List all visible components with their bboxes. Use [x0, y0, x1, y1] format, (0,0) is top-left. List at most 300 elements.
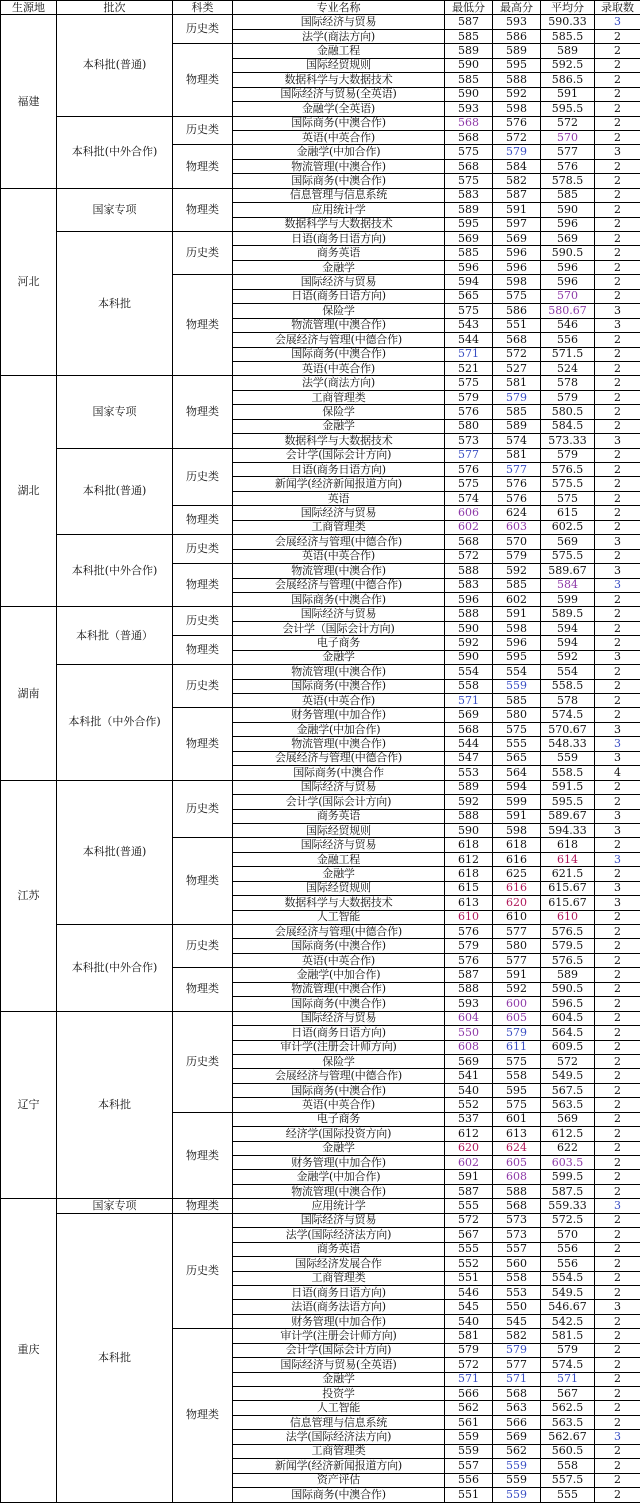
major-name-cell: 法学(国际经济法方向): [233, 1430, 445, 1444]
min-score-cell: 553: [445, 766, 493, 780]
max-score-cell: 600: [493, 997, 541, 1011]
avg-score-cell: 590.5: [541, 246, 595, 260]
max-score-cell: 585: [493, 405, 541, 419]
admitted-count-cell: 2: [595, 463, 640, 477]
min-score-cell: 604: [445, 1011, 493, 1025]
major-name-cell: 金融学(中加合作): [233, 1170, 445, 1184]
major-name-cell: 金融学: [233, 260, 445, 274]
admitted-count-cell: 3: [595, 722, 640, 736]
admitted-count-cell: 2: [595, 1141, 640, 1155]
major-name-cell: 国际经济与贸易: [233, 1011, 445, 1025]
major-name-cell: 英语(中英合作): [233, 1098, 445, 1112]
max-score-cell: 585: [493, 694, 541, 708]
max-score-cell: 618: [493, 838, 541, 852]
major-name-cell: 英语: [233, 491, 445, 505]
admitted-count-cell: 3: [595, 823, 640, 837]
major-name-cell: 日语(商务日语方向): [233, 1026, 445, 1040]
min-score-cell: 580: [445, 419, 493, 433]
min-score-cell: 579: [445, 1343, 493, 1357]
category-cell: 历史类: [173, 1011, 233, 1112]
admitted-count-cell: 2: [595, 838, 640, 852]
major-name-cell: 金融学(全英语): [233, 102, 445, 116]
max-score-cell: 562: [493, 1444, 541, 1458]
avg-score-cell: 589: [541, 968, 595, 982]
major-name-cell: 财务管理(中加合作): [233, 708, 445, 722]
major-name-cell: 物流管理(中澳合作): [233, 318, 445, 332]
max-score-cell: 568: [493, 1387, 541, 1401]
admitted-count-cell: 2: [595, 232, 640, 246]
admitted-count-cell: 2: [595, 217, 640, 231]
admitted-count-cell: 3: [595, 564, 640, 578]
max-score-cell: 559: [493, 1488, 541, 1502]
admitted-count-cell: 2: [595, 188, 640, 202]
admitted-count-cell: 2: [595, 203, 640, 217]
admitted-count-cell: 3: [595, 881, 640, 895]
header-admitted-count: 录取数: [595, 1, 640, 15]
min-score-cell: 618: [445, 867, 493, 881]
min-score-cell: 576: [445, 953, 493, 967]
major-name-cell: 新闻学(经济新闻报道方向): [233, 1459, 445, 1473]
admitted-count-cell: 2: [595, 376, 640, 390]
admitted-count-cell: 3: [595, 809, 640, 823]
major-name-cell: 日语(商务日语方向): [233, 463, 445, 477]
avg-score-cell: 557.5: [541, 1473, 595, 1487]
major-name-cell: 物流管理(中澳合作): [233, 159, 445, 173]
avg-score-cell: 604.5: [541, 1011, 595, 1025]
max-score-cell: 577: [493, 953, 541, 967]
avg-score-cell: 562.5: [541, 1401, 595, 1415]
min-score-cell: 596: [445, 592, 493, 606]
admitted-count-cell: 3: [595, 535, 640, 549]
table-row: [1, 1011, 640, 1025]
min-score-cell: 540: [445, 1083, 493, 1097]
admitted-count-cell: 2: [595, 246, 640, 260]
major-name-cell: 会计学(国际会计方向): [233, 448, 445, 462]
min-score-cell: 589: [445, 203, 493, 217]
min-score-cell: 575: [445, 174, 493, 188]
max-score-cell: 573: [493, 1213, 541, 1227]
max-score-cell: 554: [493, 665, 541, 679]
min-score-cell: 521: [445, 361, 493, 375]
admitted-count-cell: 2: [595, 939, 640, 953]
min-score-cell: 593: [445, 997, 493, 1011]
admitted-count-cell: 2: [595, 1343, 640, 1357]
admitted-count-cell: 3: [595, 145, 640, 159]
region-cell: 湖北: [1, 376, 57, 607]
max-score-cell: 572: [493, 130, 541, 144]
min-score-cell: 540: [445, 1314, 493, 1328]
major-name-cell: 金融学: [233, 1141, 445, 1155]
max-score-cell: 579: [493, 1343, 541, 1357]
header-major: 专业名称: [233, 1, 445, 15]
admitted-count-cell: 2: [595, 1156, 640, 1170]
category-cell: 历史类: [173, 1213, 233, 1329]
avg-score-cell: 602.5: [541, 520, 595, 534]
admitted-count-cell: 2: [595, 1459, 640, 1473]
max-score-cell: 605: [493, 1011, 541, 1025]
avg-score-cell: 556: [541, 1257, 595, 1271]
min-score-cell: 590: [445, 621, 493, 635]
admitted-count-cell: 2: [595, 405, 640, 419]
category-cell: 物理类: [173, 564, 233, 607]
admitted-count-cell: 3: [595, 737, 640, 751]
max-score-cell: 582: [493, 1329, 541, 1343]
major-name-cell: 国际商务(中澳合作): [233, 1488, 445, 1502]
min-score-cell: 594: [445, 275, 493, 289]
avg-score-cell: 590: [541, 203, 595, 217]
avg-score-cell: 546.67: [541, 1300, 595, 1314]
avg-score-cell: 592: [541, 650, 595, 664]
major-name-cell: 金融学: [233, 650, 445, 664]
avg-score-cell: 576.5: [541, 953, 595, 967]
admitted-count-cell: 2: [595, 159, 640, 173]
header-category: 科类: [173, 1, 233, 15]
admitted-count-cell: 2: [595, 636, 640, 650]
avg-score-cell: 594: [541, 636, 595, 650]
major-name-cell: 会展经济与管理(中德合作): [233, 535, 445, 549]
category-cell: 物理类: [173, 275, 233, 376]
max-score-cell: 564: [493, 766, 541, 780]
major-name-cell: 国际经济与贸易(全英语): [233, 1358, 445, 1372]
category-cell: 历史类: [173, 780, 233, 838]
admitted-count-cell: 2: [595, 621, 640, 635]
major-name-cell: 电子商务: [233, 636, 445, 650]
major-name-cell: 国际经济与贸易: [233, 838, 445, 852]
max-score-cell: 574: [493, 434, 541, 448]
min-score-cell: 588: [445, 809, 493, 823]
max-score-cell: 585: [493, 578, 541, 592]
major-name-cell: 应用统计学: [233, 203, 445, 217]
admitted-count-cell: 2: [595, 1040, 640, 1054]
admitted-count-cell: 2: [595, 1329, 640, 1343]
header-avg-score: 平均分: [541, 1, 595, 15]
min-score-cell: 573: [445, 434, 493, 448]
max-score-cell: 551: [493, 318, 541, 332]
min-score-cell: 569: [445, 1054, 493, 1068]
avg-score-cell: 554: [541, 665, 595, 679]
major-name-cell: 会展经济与管理(中德合作): [233, 751, 445, 765]
major-name-cell: 经济学(国际投资方向): [233, 1127, 445, 1141]
major-name-cell: 英语(中英合作): [233, 130, 445, 144]
avg-score-cell: 596: [541, 275, 595, 289]
min-score-cell: 571: [445, 1372, 493, 1386]
admitted-count-cell: 2: [595, 361, 640, 375]
avg-score-cell: 590.5: [541, 982, 595, 996]
min-score-cell: 568: [445, 535, 493, 549]
admitted-count-cell: 2: [595, 1228, 640, 1242]
avg-score-cell: 614: [541, 852, 595, 866]
max-score-cell: 588: [493, 73, 541, 87]
major-name-cell: 资产评估: [233, 1473, 445, 1487]
min-score-cell: 615: [445, 881, 493, 895]
category-cell: 物理类: [173, 1329, 233, 1502]
table-row: [1, 232, 640, 246]
max-score-cell: 588: [493, 1184, 541, 1198]
min-score-cell: 602: [445, 1156, 493, 1170]
min-score-cell: 576: [445, 405, 493, 419]
admitted-count-cell: 2: [595, 1069, 640, 1083]
major-name-cell: 国际经济与贸易: [233, 506, 445, 520]
max-score-cell: 613: [493, 1127, 541, 1141]
admitted-count-cell: 2: [595, 477, 640, 491]
min-score-cell: 559: [445, 1430, 493, 1444]
major-name-cell: 法语(商务法语方向): [233, 1300, 445, 1314]
major-name-cell: 信息管理与信息系统: [233, 1415, 445, 1429]
avg-score-cell: 576: [541, 159, 595, 173]
min-score-cell: 547: [445, 751, 493, 765]
min-score-cell: 613: [445, 896, 493, 910]
category-cell: 历史类: [173, 116, 233, 145]
avg-score-cell: 554.5: [541, 1271, 595, 1285]
major-name-cell: 日语(商务日语方向): [233, 1285, 445, 1299]
min-score-cell: 569: [445, 708, 493, 722]
major-name-cell: 国际经贸规则: [233, 58, 445, 72]
major-name-cell: 国际商务(中澳合作: [233, 766, 445, 780]
admitted-count-cell: 2: [595, 997, 640, 1011]
batch-cell: 本科批（普通）: [57, 607, 173, 665]
max-score-cell: 579: [493, 145, 541, 159]
min-score-cell: 559: [445, 1444, 493, 1458]
category-cell: 物理类: [173, 44, 233, 116]
avg-score-cell: 556: [541, 1242, 595, 1256]
avg-score-cell: 556: [541, 333, 595, 347]
min-score-cell: 608: [445, 1040, 493, 1054]
avg-score-cell: 576.5: [541, 925, 595, 939]
max-score-cell: 591: [493, 809, 541, 823]
admitted-count-cell: 4: [595, 766, 640, 780]
table-row: [1, 116, 640, 130]
admitted-count-cell: 2: [595, 1314, 640, 1328]
max-score-cell: 598: [493, 621, 541, 635]
min-score-cell: 588: [445, 982, 493, 996]
min-score-cell: 612: [445, 852, 493, 866]
admitted-count-cell: 3: [595, 434, 640, 448]
major-name-cell: 国际商务(中澳合作): [233, 347, 445, 361]
major-name-cell: 新闻学(经济新闻报道方向): [233, 477, 445, 491]
admitted-count-cell: 2: [595, 665, 640, 679]
avg-score-cell: 586.5: [541, 73, 595, 87]
category-cell: 历史类: [173, 665, 233, 708]
admitted-count-cell: 2: [595, 925, 640, 939]
min-score-cell: 571: [445, 694, 493, 708]
major-name-cell: 国际经济与贸易: [233, 780, 445, 794]
major-name-cell: 商务英语: [233, 809, 445, 823]
max-score-cell: 592: [493, 564, 541, 578]
min-score-cell: 545: [445, 1300, 493, 1314]
region-cell: 重庆: [1, 1199, 57, 1502]
header-max-score: 最高分: [493, 1, 541, 15]
avg-score-cell: 599: [541, 592, 595, 606]
major-name-cell: 日语(商务日语方向): [233, 289, 445, 303]
batch-cell: 本科批: [57, 1011, 173, 1199]
avg-score-cell: 570: [541, 130, 595, 144]
max-score-cell: 596: [493, 246, 541, 260]
admitted-count-cell: 2: [595, 1358, 640, 1372]
max-score-cell: 569: [493, 1430, 541, 1444]
avg-score-cell: 615.67: [541, 881, 595, 895]
admitted-count-cell: 2: [595, 910, 640, 924]
avg-score-cell: 615.67: [541, 896, 595, 910]
category-cell: 历史类: [173, 607, 233, 636]
major-name-cell: 法学(国际经济法方向): [233, 1228, 445, 1242]
max-score-cell: 589: [493, 44, 541, 58]
major-name-cell: 物流管理(中澳合作): [233, 737, 445, 751]
admitted-count-cell: 2: [595, 1112, 640, 1126]
avg-score-cell: 524: [541, 361, 595, 375]
max-score-cell: 595: [493, 1083, 541, 1097]
major-name-cell: 物流管理(中澳合作): [233, 1184, 445, 1198]
batch-cell: 国家专项: [57, 376, 173, 448]
avg-score-cell: 580.5: [541, 405, 595, 419]
major-name-cell: 数据科学与大数据技术: [233, 896, 445, 910]
admitted-count-cell: 2: [595, 116, 640, 130]
avg-score-cell: 615: [541, 506, 595, 520]
min-score-cell: 575: [445, 376, 493, 390]
table-row: [1, 607, 640, 621]
major-name-cell: 国际经济与贸易: [233, 15, 445, 29]
avg-score-cell: 570.67: [541, 722, 595, 736]
max-score-cell: 550: [493, 1300, 541, 1314]
major-name-cell: 英语(中英合作): [233, 953, 445, 967]
avg-score-cell: 603.5: [541, 1156, 595, 1170]
header-batch: 批次: [57, 1, 173, 15]
avg-score-cell: 589: [541, 44, 595, 58]
header-row: [1, 1, 640, 15]
min-score-cell: 565: [445, 289, 493, 303]
min-score-cell: 576: [445, 463, 493, 477]
admitted-count-cell: 2: [595, 506, 640, 520]
avg-score-cell: 587.5: [541, 1184, 595, 1198]
major-name-cell: 会展经济与管理(中德合作): [233, 1069, 445, 1083]
min-score-cell: 551: [445, 1488, 493, 1502]
category-cell: 物理类: [173, 968, 233, 1011]
table-row: [1, 188, 640, 202]
avg-score-cell: 571: [541, 1372, 595, 1386]
avg-score-cell: 595.5: [541, 795, 595, 809]
admitted-count-cell: 2: [595, 1170, 640, 1184]
avg-score-cell: 589.67: [541, 809, 595, 823]
admitted-count-cell: 3: [595, 751, 640, 765]
min-score-cell: 537: [445, 1112, 493, 1126]
avg-score-cell: 591.5: [541, 780, 595, 794]
max-score-cell: 595: [493, 58, 541, 72]
max-score-cell: 577: [493, 463, 541, 477]
max-score-cell: 598: [493, 102, 541, 116]
major-name-cell: 金融工程: [233, 44, 445, 58]
avg-score-cell: 567.5: [541, 1083, 595, 1097]
major-name-cell: 会计学(国际会计方向): [233, 795, 445, 809]
max-score-cell: 611: [493, 1040, 541, 1054]
avg-score-cell: 594: [541, 621, 595, 635]
min-score-cell: 587: [445, 15, 493, 29]
max-score-cell: 558: [493, 1271, 541, 1285]
min-score-cell: 568: [445, 130, 493, 144]
header-min-score: 最低分: [445, 1, 493, 15]
admitted-count-cell: 3: [595, 1199, 640, 1213]
admitted-count-cell: 2: [595, 1271, 640, 1285]
min-score-cell: 581: [445, 1329, 493, 1343]
min-score-cell: 575: [445, 145, 493, 159]
avg-score-cell: 573.33: [541, 434, 595, 448]
avg-score-cell: 549.5: [541, 1285, 595, 1299]
major-name-cell: 保险学: [233, 1054, 445, 1068]
batch-cell: 国家专项: [57, 1199, 173, 1213]
major-name-cell: 保险学: [233, 405, 445, 419]
major-name-cell: 物流管理(中澳合作): [233, 564, 445, 578]
admitted-count-cell: 2: [595, 390, 640, 404]
min-score-cell: 610: [445, 910, 493, 924]
avg-score-cell: 612.5: [541, 1127, 595, 1141]
category-cell: 物理类: [173, 145, 233, 188]
avg-score-cell: 578: [541, 694, 595, 708]
major-name-cell: 法学(商法方向): [233, 29, 445, 43]
max-score-cell: 576: [493, 116, 541, 130]
min-score-cell: 590: [445, 650, 493, 664]
admitted-count-cell: 2: [595, 679, 640, 693]
admitted-count-cell: 3: [595, 896, 640, 910]
min-score-cell: 551: [445, 1271, 493, 1285]
max-score-cell: 579: [493, 549, 541, 563]
max-score-cell: 563: [493, 1401, 541, 1415]
table-row: [1, 15, 640, 29]
admitted-count-cell: 3: [595, 1430, 640, 1444]
admitted-count-cell: 2: [595, 968, 640, 982]
avg-score-cell: 548.33: [541, 737, 595, 751]
major-name-cell: 应用统计学: [233, 1199, 445, 1213]
max-score-cell: 597: [493, 217, 541, 231]
admitted-count-cell: 3: [595, 578, 640, 592]
avg-score-cell: 572.5: [541, 1213, 595, 1227]
avg-score-cell: 563.5: [541, 1415, 595, 1429]
major-name-cell: 保险学: [233, 304, 445, 318]
max-score-cell: 589: [493, 419, 541, 433]
max-score-cell: 596: [493, 636, 541, 650]
major-name-cell: 国际商务(中澳合作): [233, 592, 445, 606]
major-name-cell: 会展经济与管理(中德合作): [233, 333, 445, 347]
major-name-cell: 审计学(注册会计师方向): [233, 1040, 445, 1054]
major-name-cell: 工商管理类: [233, 390, 445, 404]
major-name-cell: 国际商务(中澳合作): [233, 1083, 445, 1097]
avg-score-cell: 585.5: [541, 29, 595, 43]
min-score-cell: 575: [445, 304, 493, 318]
max-score-cell: 587: [493, 188, 541, 202]
admitted-count-cell: 2: [595, 1372, 640, 1386]
major-name-cell: 国际商务(中澳合作): [233, 997, 445, 1011]
max-score-cell: 582: [493, 174, 541, 188]
category-cell: 物理类: [173, 1199, 233, 1213]
major-name-cell: 日语(商务日语方向): [233, 232, 445, 246]
max-score-cell: 608: [493, 1170, 541, 1184]
avg-score-cell: 576.5: [541, 463, 595, 477]
major-name-cell: 数据科学与大数据技术: [233, 217, 445, 231]
major-name-cell: 会展经济与管理(中德合作): [233, 578, 445, 592]
max-score-cell: 581: [493, 448, 541, 462]
max-score-cell: 591: [493, 968, 541, 982]
batch-cell: 本科批: [57, 232, 173, 376]
major-name-cell: 国际经济与贸易: [233, 607, 445, 621]
avg-score-cell: 584: [541, 578, 595, 592]
major-name-cell: 工商管理类: [233, 520, 445, 534]
region-cell: 湖南: [1, 607, 57, 780]
admitted-count-cell: 2: [595, 1401, 640, 1415]
major-name-cell: 国际商务(中澳合作): [233, 174, 445, 188]
max-score-cell: 566: [493, 1415, 541, 1429]
admitted-count-cell: 2: [595, 1054, 640, 1068]
avg-score-cell: 575: [541, 491, 595, 505]
max-score-cell: 545: [493, 1314, 541, 1328]
category-cell: 物理类: [173, 708, 233, 780]
major-name-cell: 国际经济与贸易: [233, 1213, 445, 1227]
